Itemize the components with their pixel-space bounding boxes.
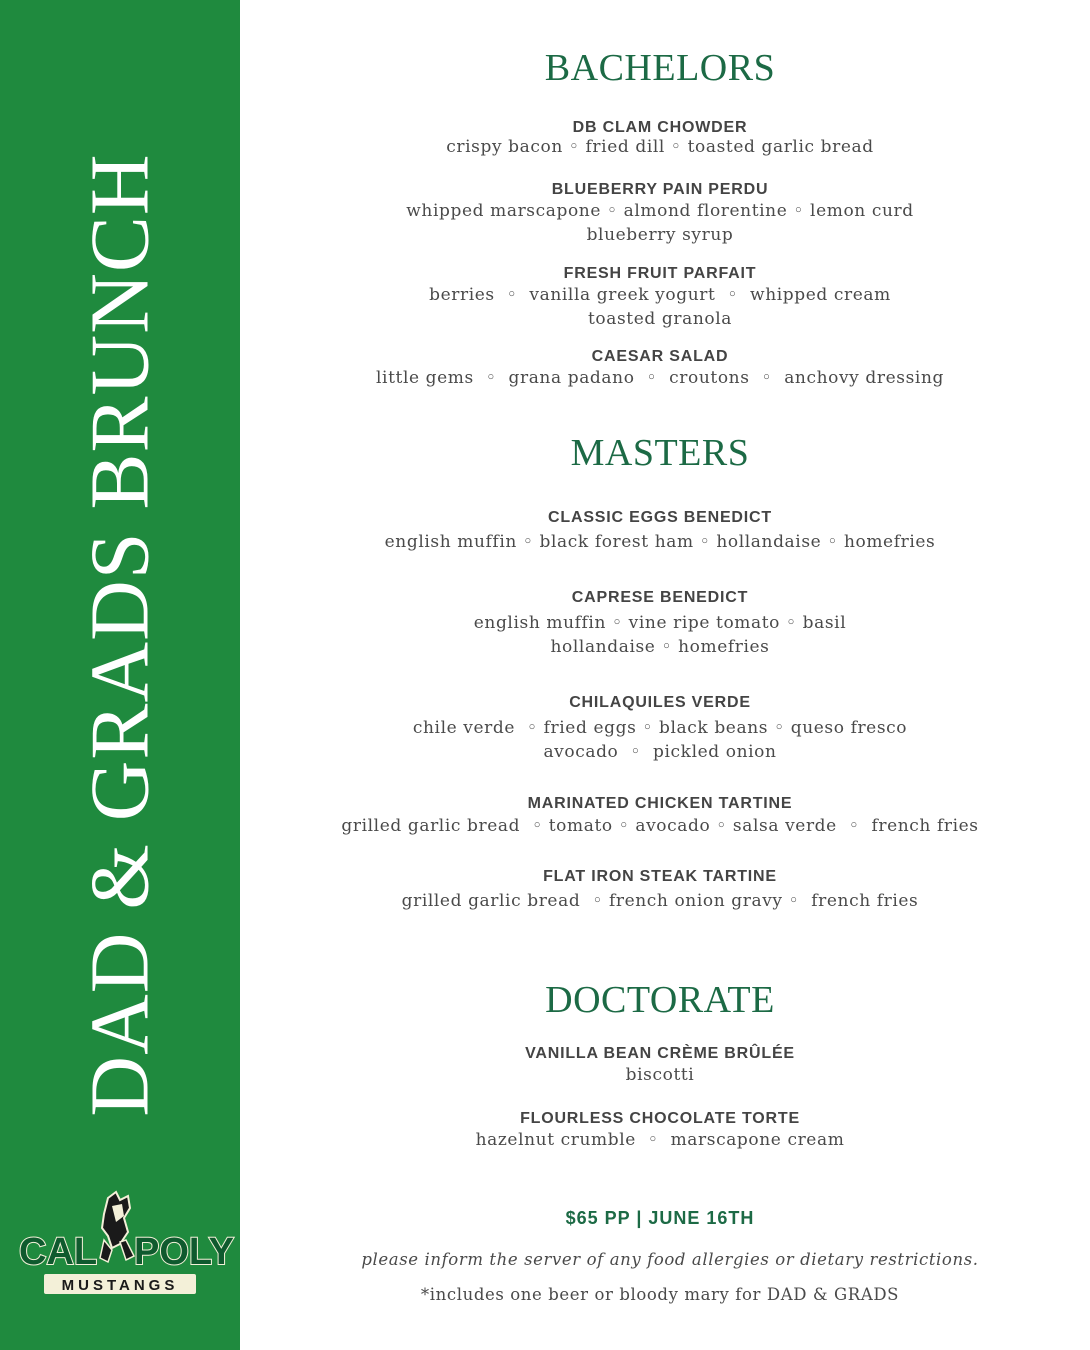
menu-item-desc: little gems ◦ grana padano ◦ croutons ◦ anchovy dressing [376,368,944,388]
sidebar [0,0,240,1350]
logo-mustangs: MUSTANGS [61,1277,179,1294]
menu-item-name: MARINATED CHICKEN TARTINE [527,795,793,812]
menu-item-desc: whipped marscapone ◦ almond florentine ◦ lemon curd [406,201,914,221]
menu-item-desc: chile verde ◦ fried eggs ◦ black beans ◦ queso fresco [412,718,908,738]
section-title-bachelors: BACHELORS [544,47,776,89]
menu-item-desc: grilled garlic bread ◦ tomato ◦ avocado ◦ salsa verde ◦ french fries [341,816,979,836]
menu-item-name: FLAT IRON STEAK TARTINE [543,868,777,885]
menu-item-desc: berries ◦ vanilla greek yogurt ◦ whipped cream [429,285,891,305]
menu-item-desc: english muffin ◦ vine ripe tomato ◦ basil [473,613,847,633]
menu-item-name: CHILAQUILES VERDE [569,694,751,711]
menu-item-name: CLASSIC EGGS BENEDICT [548,509,772,526]
includes-note: *includes one beer or bloody mary for DAD & GRADS [420,1285,900,1304]
menu-title: DAD & GRADS BRUNCH [73,153,167,1117]
menu-content [240,0,1080,1350]
menu-item-desc: crispy bacon ◦ fried dill ◦ toasted garlic bread [446,137,874,157]
allergy-note: please inform the server of any food allergies or dietary restrictions. [361,1250,979,1269]
menu-item-desc: avocado ◦ pickled onion [543,742,777,762]
mustang-horse-icon [100,1192,134,1262]
section-title-doctorate: DOCTORATE [545,979,775,1021]
menu-item-name: BLUEBERRY PAIN PERDU [551,181,769,198]
menu-item-desc: hollandaise ◦ homefries [550,637,770,657]
logo-cal: CAL [19,1231,98,1273]
price-date: $65 PP | JUNE 16TH [565,1208,755,1228]
menu-item-desc: grilled garlic bread ◦ french onion gravy ◦ french fries [401,891,919,911]
menu-item-desc: hazelnut crumble ◦ marscapone cream [475,1130,845,1150]
menu-item-desc: english muffin ◦ black forest ham ◦ hollandaise ◦ homefries [384,532,936,552]
menu-item-name: VANILLA BEAN CRÈME BRÛLÉE [525,1045,795,1062]
menu-item-name: CAPRESE BENEDICT [571,589,749,606]
menu-item-name: CAESAR SALAD [591,348,729,365]
cal-poly-mustangs-logo [16,1188,234,1298]
menu-item-desc: biscotti [625,1065,695,1085]
section-title-masters: MASTERS [570,432,750,474]
logo-poly: POLY [134,1231,234,1273]
menu-item-name: FLOURLESS CHOCOLATE TORTE [520,1110,800,1127]
menu-item-name: FRESH FRUIT PARFAIT [563,265,757,282]
menu-item-desc: blueberry syrup [586,225,734,245]
menu-item-name: DB CLAM CHOWDER [572,119,748,136]
menu-item-desc: toasted granola [587,309,732,329]
